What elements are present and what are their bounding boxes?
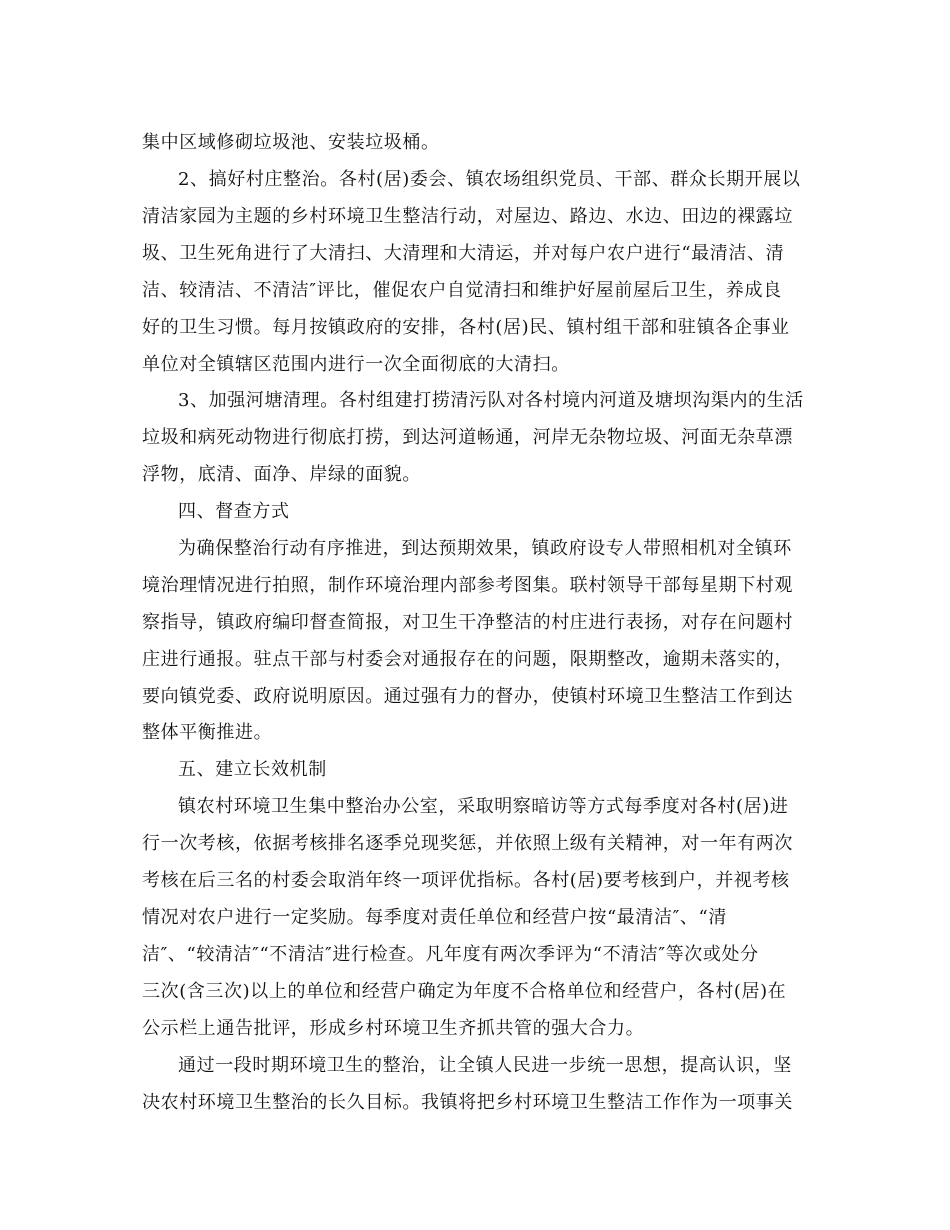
text-line: 集中区域修砌垃圾池、安装垃圾桶。 — [142, 132, 440, 153]
text-line: 好的卫生习惯。每月按镇政府的安排，各村(居)民、镇村组干部和驻镇各企事业 — [142, 317, 790, 338]
paragraph-first-line: 为确保整治行动有序推进，到达预期效果，镇政府设专人带照相机对全镇环 — [178, 538, 792, 559]
text-line: 要向镇党委、政府说明原因。通过强有力的督办，使镇村环境卫生整洁工作到达 — [142, 686, 793, 707]
paragraph-first-line: 通过一段时期环境卫生的整治，让全镇人民进一步统一思想，提高认识，坚 — [178, 1055, 792, 1076]
text-line: 考核在后三名的村委会取消年终一项评优指标。各村(居)要考核到户，并视考核 — [142, 870, 790, 891]
paragraph-first-line: 2、搞好村庄整治。各村(居)委会、镇农场组织党员、干部、群众长期开展以 — [178, 169, 801, 190]
section-heading: 五、建立长效机制 — [178, 759, 327, 780]
text-line: 情况对农户进行一定奖励。每季度对责任单位和经营户按“最清洁″、“清 — [142, 907, 727, 928]
text-line: 庄进行通报。驻点干部与村委会对通报存在的问题，限期整改，逾期未落实的， — [142, 649, 793, 670]
text-line: 察指导，镇政府编印督查简报，对卫生干净整洁的村庄进行表扬，对存在问题村 — [142, 612, 793, 633]
text-line: 行一次考核，依据考核排名逐季兑现奖惩，并依照上级有关精神，对一年有两次 — [142, 833, 793, 854]
paragraph-first-line: 镇农村环境卫生集中整治办公室，采取明察暗访等方式每季度对各村(居)进 — [178, 796, 789, 817]
text-line: 单位对全镇辖区范围内进行一次全面彻底的大清扫。 — [142, 354, 570, 375]
section-heading: 四、督查方式 — [178, 501, 290, 522]
text-line: 三次(含三次)以上的单位和经营户确定为年度不合格单位和经营户，各村(居)在 — [142, 981, 787, 1002]
text-line: 决农村环境卫生整治的长久目标。我镇将把乡村环境卫生整洁工作作为一项事关 — [142, 1092, 793, 1113]
text-line: 公示栏上通告批评，形成乡村环境卫生齐抓共管的强大合力。 — [142, 1018, 645, 1039]
text-line: 清洁家园为主题的乡村环境卫生整洁行动，对屋边、路边、水边、田边的裸露垃 — [142, 206, 793, 227]
text-line: 整体平衡推进。 — [142, 722, 273, 743]
text-line: 垃圾和病死动物进行彻底打捞，到达河道畅通，河岸无杂物垃圾、河面无杂草漂 — [142, 427, 793, 448]
text-line: 洁″、“较清洁″“不清洁″进行检查。凡年度有两次季评为“不清洁″等次或处分 — [142, 944, 759, 965]
text-line: 洁、较清洁、不清洁″评比，催促农户自觉清扫和维护好屋前屋后卫生，养成良 — [142, 280, 782, 301]
paragraph-first-line: 3、加强河塘清理。各村组建打捞清污队对各村境内河道及塘坝沟渠内的生活 — [178, 390, 804, 411]
text-line: 浮物，底清、面净、岸绿的面貌。 — [142, 464, 421, 485]
text-line: 境治理情况进行拍照，制作环境治理内部参考图集。联村领导干部每星期下村观 — [142, 575, 793, 596]
text-line: 圾、卫生死角进行了大清扫、大清理和大清运，并对每户农户进行“最清洁、清 — [142, 243, 785, 264]
